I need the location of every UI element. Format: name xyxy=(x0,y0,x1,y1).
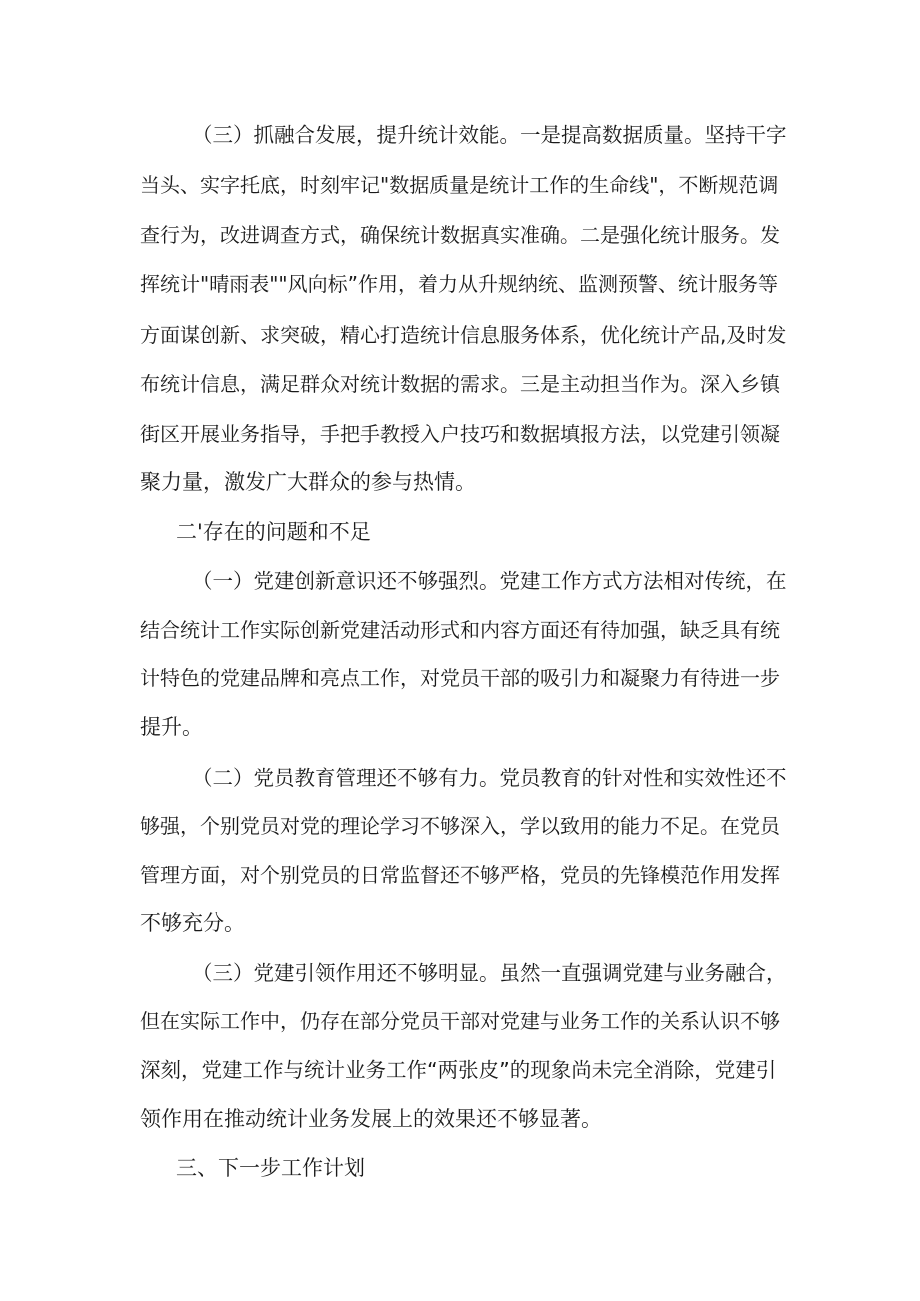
text-line: 管理方面，对个别党员的日常监督还不够严格，党员的先锋模范作用发挥 xyxy=(140,863,780,887)
text-line: 领作用在推动统计业务发展上的效果还不够显著。 xyxy=(140,1107,602,1131)
text-line: 查行为，改进调查方式，确保统计数据真实准确。二是强化统计服务。发 xyxy=(140,223,780,247)
text-line: 当头、实字托底，时刻牢记"数据质量是统计工作的生命线"，不断规范调 xyxy=(140,173,779,197)
text-line: 布统计信息，满足群众对统计数据的需求。三是主动担当作为。深入乡镇 xyxy=(140,372,780,396)
text-line: 提升。 xyxy=(140,715,203,739)
text-line: 但在实际工作中，仍存在部分党员干部对党建与业务工作的关系认识不够 xyxy=(140,1009,780,1033)
text-line: （二）党员教育管理还不够有力。党员教育的针对性和实效性还不 xyxy=(192,766,787,790)
text-line: （三）抓融合发展，提升统计效能。一是提高数据质量。坚持干字 xyxy=(192,123,787,147)
text-line: 深刻，党建工作与统计业务工作“两张皮”的现象尚未完全消除，党建引 xyxy=(140,1058,777,1082)
text-line: 街区开展业务指导，手把手教授入户技巧和数据填报方法，以党建引领凝 xyxy=(140,422,780,446)
section-heading-next-steps: 三、下一步工作计划 xyxy=(176,1156,365,1180)
text-line: 计特色的党建品牌和亮点工作，对党员干部的吸引力和凝聚力有待进一步 xyxy=(140,666,780,690)
section-heading-problems: 二'存在的问题和不足 xyxy=(176,520,371,544)
text-line: 不够充分。 xyxy=(140,911,245,935)
text-line: 够强，个别党员对党的理论学习不够深入，学以致用的能力不足。在党员 xyxy=(140,814,780,838)
text-line: 挥统计"晴雨表""风向标”作用，着力从升规纳统、监测预警、统计服务等 xyxy=(140,272,778,296)
text-line: （三）党建引领作用还不够明显。虽然一直强调党建与业务融合， xyxy=(192,961,787,985)
text-line: 结合统计工作实际创新党建活动形式和内容方面还有待加强，缺乏具有统 xyxy=(140,618,780,642)
text-line: （一）党建创新意识还不够强烈。党建工作方式方法相对传统，在 xyxy=(192,569,787,593)
text-line: 聚力量，激发广大群众的参与热情。 xyxy=(140,470,476,494)
text-line: 方面谋创新、求突破，精心打造统计信息服务体系，优化统计产品,及时发 xyxy=(140,323,787,347)
